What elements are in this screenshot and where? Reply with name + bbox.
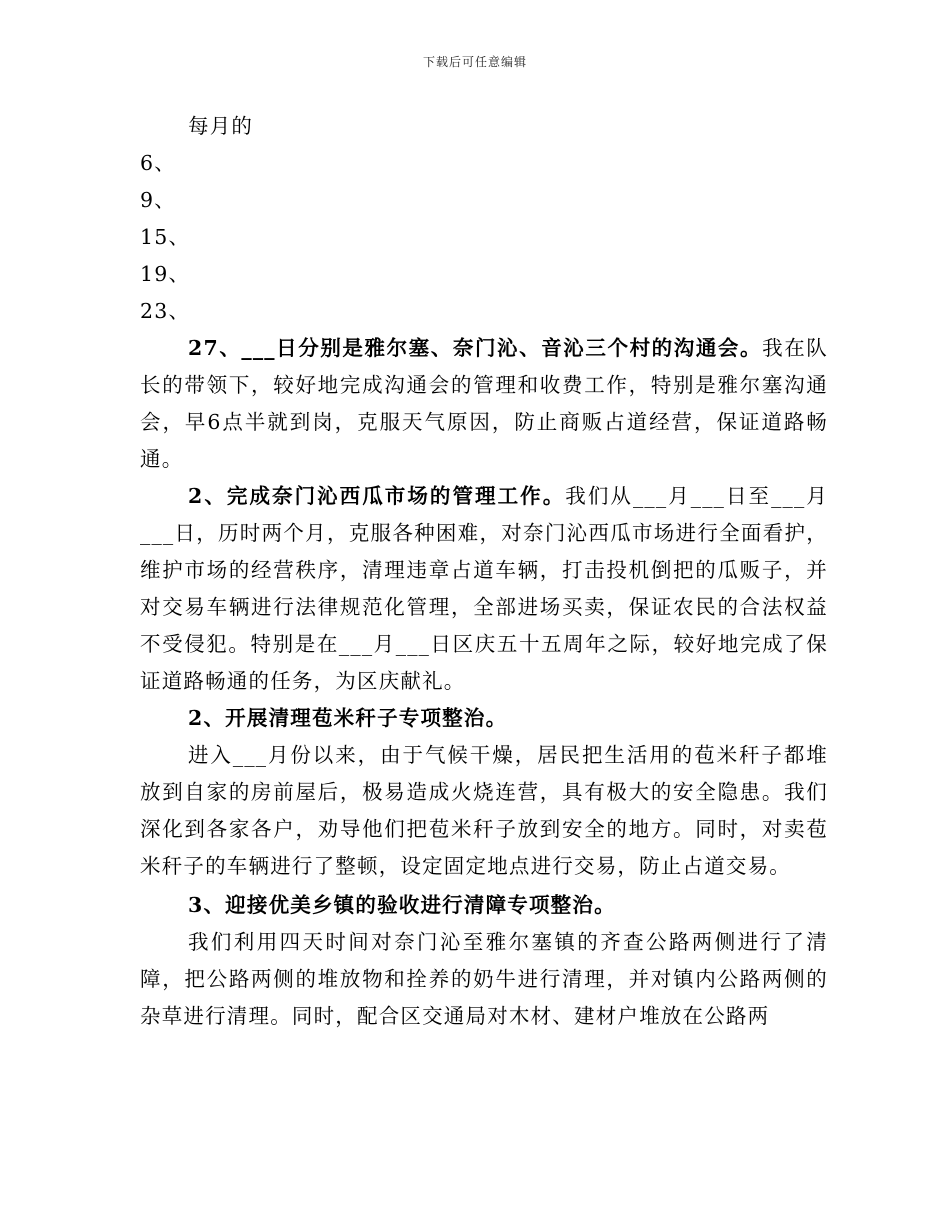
paragraph-lead-number: 27、	[188, 336, 242, 360]
date-item: 15、	[140, 225, 191, 249]
intro-line: 每月的	[188, 114, 254, 138]
date-item: 9、	[140, 188, 176, 212]
paragraph-melon-market	[140, 478, 828, 700]
paragraph-lead-blank: ___	[241, 336, 276, 360]
paragraph-clearance: 我们利用四天时间对奈门沁至雅尔塞镇的齐查公路两侧进行了清障，把公路两侧的堆放物和拴养的奶牛进行清理，并对镇内公路两侧的杂草进行清理。同时，配合区交通局对木材、建材户堆放在公路两	[140, 930, 828, 1028]
paragraph-body-text: 我们从___月___日至___月___日，历时两个月，克服各种困难，对奈门沁西瓜市场进行全面看护，维护市场的经营秩序，清理违章占道车辆，打击投机倒把的瓜贩子，并对交易车辆进行法律规范化管理，全部进场买卖，保证农民的合法权益不受侵犯。特别是在___月___日区庆五十五周年之际，较好地完成了保证道路畅通的任务，为区庆献礼。	[140, 484, 828, 693]
paragraph-body-text: 我在队长的带领下，较好地完成沟通会的管理和收费工作，特别是雅尔塞沟通会，早6点半就到岗，克服天气原因，防止商贩占道经营，保证道路畅通。	[140, 336, 828, 471]
paragraph-village-meetings	[140, 330, 828, 478]
section-heading-corn-stalks: 2、开展清理苞米秆子专项整治。	[188, 706, 508, 730]
page-header: 下载后可任意编辑	[422, 55, 527, 69]
document-body	[140, 108, 828, 1035]
section-heading-clearance: 3、迎接优美乡镇的验收进行清障专项整治。	[188, 893, 616, 917]
paragraph-corn-stalks: 进入___月份以来，由于气候干燥，居民把生活用的苞米秆子都堆放到自家的房前屋后，极易造成火烧连营，具有极大的安全隐患。我们深化到各家各户，劝导他们把苞米秆子放到安全的地方。同时，对卖苞米秆子的车辆进行了整顿，设定固定地点进行交易，防止占道交易。	[140, 743, 828, 878]
paragraph-lead-heading: 日分别是雅尔塞、奈门沁、音沁三个村的沟通会。	[275, 336, 763, 360]
date-item: 23、	[140, 299, 191, 323]
paragraph-heading: 2、完成奈门沁西瓜市场的管理工作。	[188, 484, 566, 508]
date-item: 19、	[140, 262, 191, 286]
date-item: 6、	[140, 151, 176, 175]
